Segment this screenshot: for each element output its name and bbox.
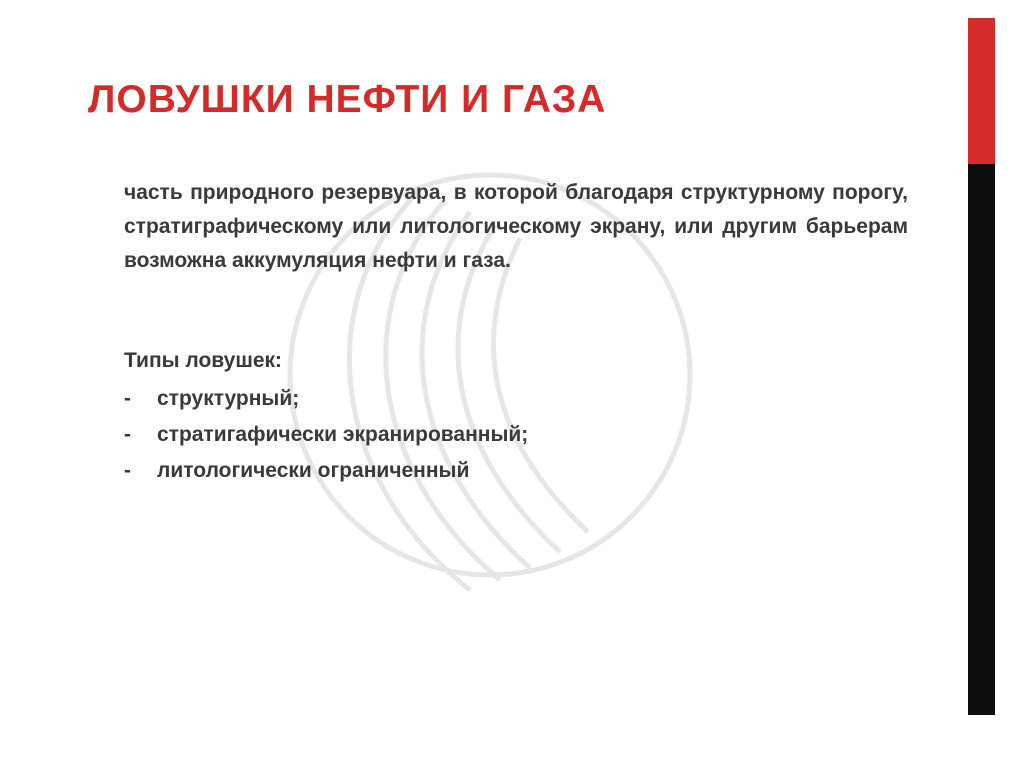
definition-paragraph: часть природного резервуара, в которой благодаря структурному порогу, стратиграфическому или литологическому экрану, или другим барьерам возможна аккумуляция нефти и газа. <box>124 181 908 272</box>
list-item-label: литологически ограниченный <box>157 459 470 482</box>
list-bullet: - <box>124 423 131 446</box>
watermark-swirl-5 <box>494 238 588 532</box>
list-item-label: структурный; <box>157 387 300 410</box>
slide-title: ЛОВУШКИ НЕФТИ И ГАЗА <box>88 78 607 121</box>
decorative-side-bar <box>968 18 995 715</box>
types-heading: Типы ловушек: <box>124 349 283 372</box>
list-item-label: стратигафически экранированный; <box>157 423 529 446</box>
side-bar-red-segment <box>968 18 995 164</box>
list-bullet: - <box>124 387 131 410</box>
list-bullet: - <box>124 459 131 482</box>
side-bar-black-segment <box>968 164 995 715</box>
